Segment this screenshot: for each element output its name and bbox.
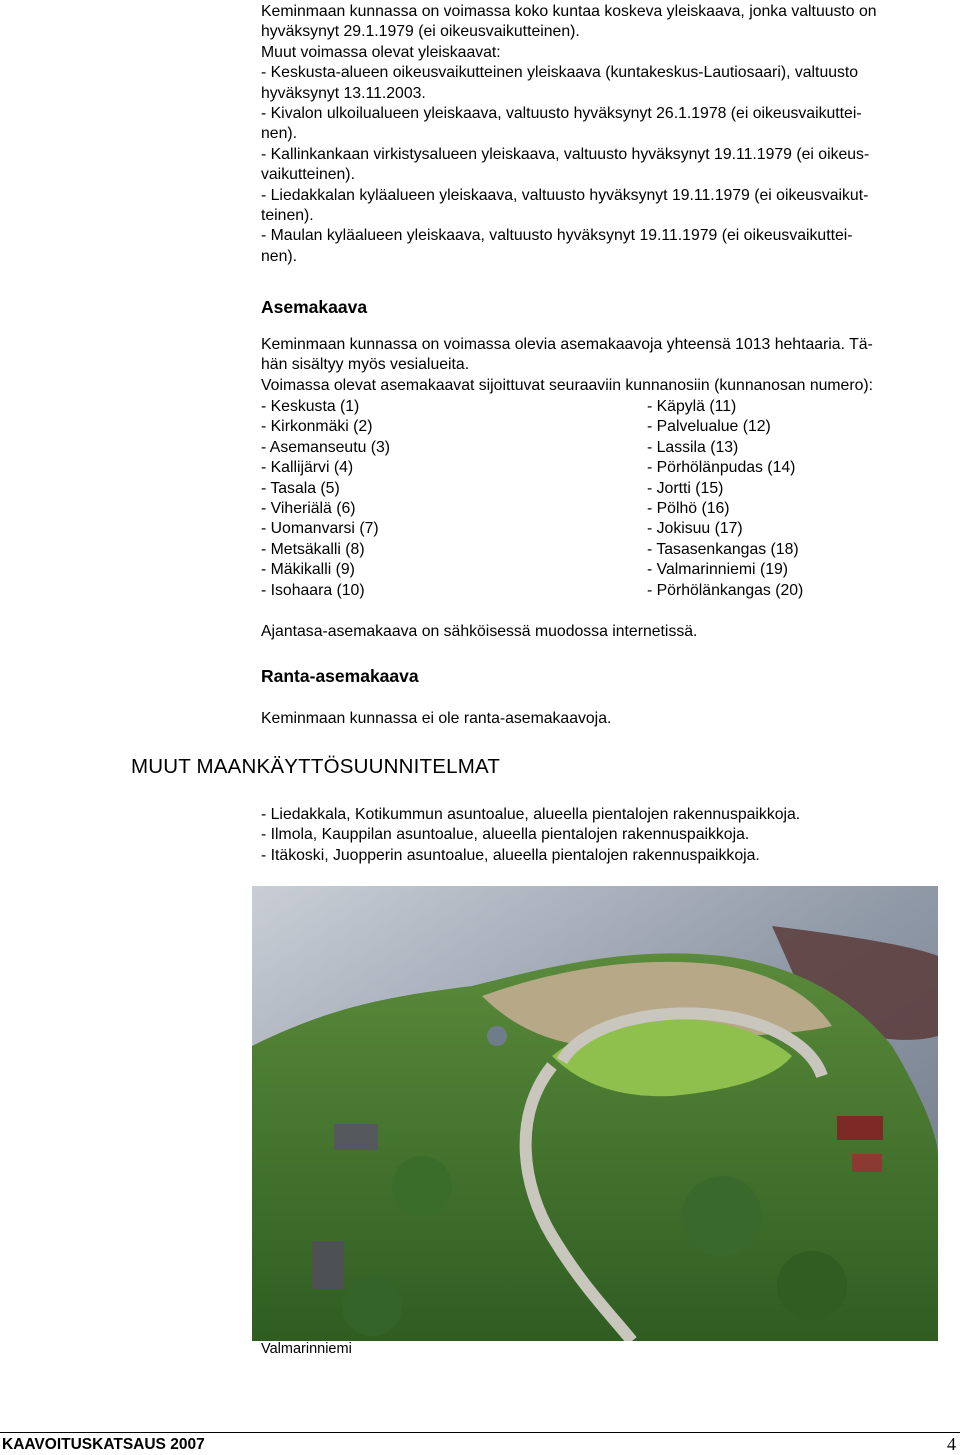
photo-caption: Valmarinniemi — [261, 1341, 352, 1357]
district-item: - Keskusta (1) — [261, 398, 360, 415]
asemakaava-note-block — [261, 622, 957, 642]
district-item: - Asemanseutu (3) — [261, 438, 391, 456]
intro-line: hyväksynyt 29.1.1979 (ei oikeusvaikutteinen). — [261, 23, 580, 41]
district-item: - Tasasenkangas (18) — [647, 540, 799, 558]
footer-title: KAAVOITUSKATSAUS 2007 — [2, 1436, 205, 1453]
asemakaava-section — [261, 297, 957, 317]
intro-line: teinen). — [261, 207, 314, 225]
asemakaava-para1: hän sisältyy myös vesialueita. — [261, 356, 470, 374]
aerial-photo — [252, 886, 938, 1341]
asemakaava-para1: Keminmaan kunnassa on voimassa olevia asemakaavoja yhteensä 1013 hehtaaria. Tä- — [261, 336, 873, 353]
district-item: - Kirkonmäki (2) — [261, 418, 373, 436]
district-item: - Tasala (5) — [261, 479, 340, 497]
district-item: - Palvelualue (12) — [647, 418, 771, 436]
district-item: - Pörhölänpudas (14) — [647, 459, 796, 477]
district-list-right — [647, 397, 803, 601]
district-item: - Valmarinniemi (19) — [647, 561, 789, 579]
district-item: - Jokisuu (17) — [647, 520, 743, 538]
ranta-text: Keminmaan kunnassa ei ole ranta-asemakaavoja. — [261, 710, 612, 727]
intro-line: Keminmaan kunnassa on voimassa koko kuntaa koskeva yleiskaava, jonka valtuusto on — [261, 3, 877, 20]
asemakaava-note: Ajantasa-asemakaava on sähköisessä muodossa internetissä. — [261, 623, 698, 640]
intro-line: - Kivalon ulkoilualueen yleiskaava, valtuusto hyväksynyt 26.1.1978 (ei oikeusvaikuttei- — [261, 105, 862, 123]
district-item: - Käpylä (11) — [647, 398, 737, 415]
district-list-left — [261, 397, 390, 601]
district-item: - Viheriälä (6) — [261, 500, 356, 518]
intro-line: nen). — [261, 125, 298, 143]
district-item: - Kallijärvi (4) — [261, 459, 354, 477]
ranta-section — [261, 666, 957, 686]
district-item: - Uomanvarsi (7) — [261, 520, 379, 538]
district-item: - Isohaara (10) — [261, 581, 365, 599]
intro-line: hyväksynyt 13.11.2003. — [261, 84, 426, 102]
district-item: - Lassila (13) — [647, 438, 739, 456]
asemakaava-heading: Asemakaava — [261, 297, 368, 317]
intro-line: nen). — [261, 247, 298, 265]
district-item: - Pölhö (16) — [647, 500, 730, 518]
district-item: - Pörhölänkangas (20) — [647, 581, 804, 599]
district-item: - Mäkikalli (9) — [261, 561, 355, 579]
intro-line: Muut voimassa olevat yleiskaavat: — [261, 43, 501, 61]
intro-line: - Kallinkankaan virkistysalueen yleiskaava, valtuusto hyväksynyt 19.11.1979 (ei oikeus- — [261, 145, 870, 163]
page-number: 4 — [947, 1434, 956, 1454]
muut-list — [261, 805, 957, 866]
asemakaava-text — [261, 335, 957, 396]
intro-line: - Liedakkalan kyläalueen yleiskaava, valtuusto hyväksynyt 19.11.1979 (ei oikeusvaikut- — [261, 186, 869, 204]
muut-heading: MUUT MAANKÄYTTÖSUUNNITELMAT — [131, 755, 501, 778]
ranta-text-block — [261, 709, 957, 729]
district-item: - Metsäkalli (8) — [261, 540, 365, 558]
muut-item: - Ilmola, Kauppilan asuntoalue, alueella pientalojen rakennuspaikkoja. — [261, 826, 750, 844]
intro-line: vaikutteinen). — [261, 166, 355, 184]
intro-line: - Keskusta-alueen oikeusvaikutteinen yleiskaava (kuntakeskus-Lautiosaari), valtuusto — [261, 64, 859, 82]
muut-item: - Itäkoski, Juopperin asuntoalue, alueella pientalojen rakennuspaikkoja. — [261, 846, 760, 864]
intro-line: - Maulan kyläalueen yleiskaava, valtuusto hyväksynyt 19.11.1979 (ei oikeusvaikuttei- — [261, 227, 853, 245]
asemakaava-para2: Voimassa olevat asemakaavat sijoittuvat seuraaviin kunnanosiin (kunnanosan numero): — [261, 376, 874, 394]
footer-divider — [0, 1432, 960, 1433]
muut-item: - Liedakkala, Kotikummun asuntoalue, alueella pientalojen rakennuspaikkoja. — [261, 806, 801, 823]
ranta-heading: Ranta-asemakaava — [261, 666, 419, 686]
intro-section — [261, 2, 957, 267]
district-item: - Jortti (15) — [647, 479, 724, 497]
